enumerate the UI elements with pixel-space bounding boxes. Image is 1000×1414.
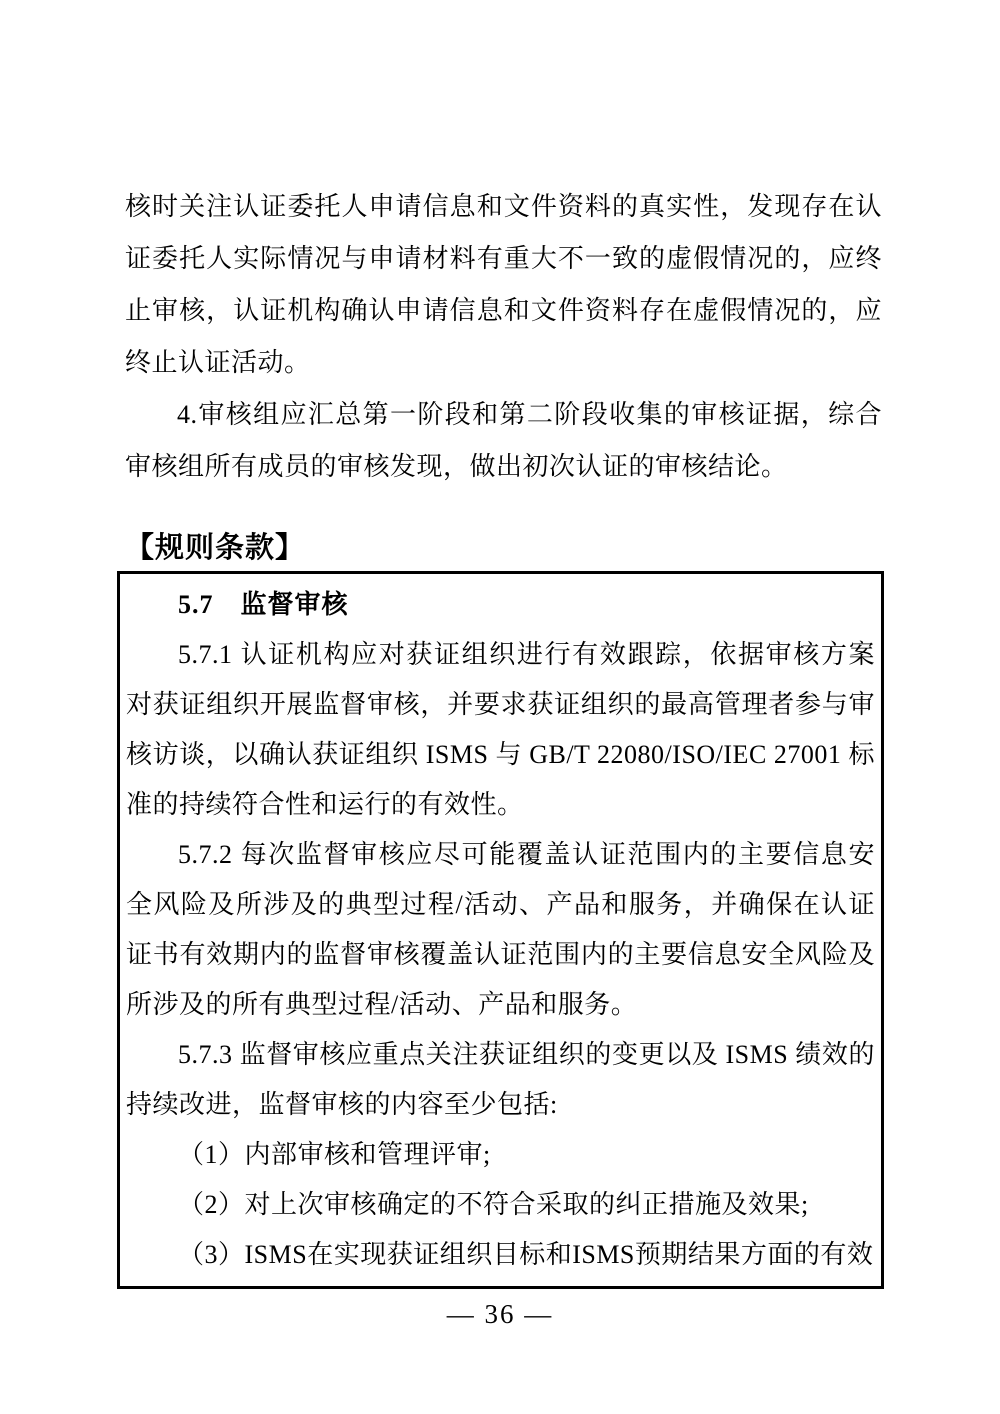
list-item-1: （1）内部审核和管理评审; — [178, 1140, 491, 1169]
list-item-2: （2）对上次审核确定的不符合采取的纠正措施及效果; — [178, 1190, 809, 1219]
rules-clauses-heading: 【规则条款】 — [125, 532, 306, 564]
paragraph-item-4: 4.审核组应汇总第一阶段和第二阶段收集的审核证据，综合审核组所有成员的审核发现，做出初次认证的审核结论。 — [125, 400, 882, 481]
clause-5-7-3: 5.7.3 监督审核应重点关注获证组织的变更以及 ISMS 绩效的持续改进，监督审核的内容至少包括: — [126, 1040, 875, 1119]
page-content — [125, 181, 882, 1289]
section-title-5-7: 5.7 监督审核 — [178, 590, 349, 619]
paragraph-continuation: 核时关注认证委托人申请信息和文件资料的真实性，发现存在认证委托人实际情况与申请材料有重大不一致的虚假情况的，应终止审核，认证机构确认申请信息和文件资料存在虚假情况的，应终止认证活动。 — [125, 192, 882, 377]
clause-5-7-2: 5.7.2 每次监督审核应尽可能覆盖认证范围内的主要信息安全风险及所涉及的典型过程/活动、产品和服务，并确保在认证证书有效期内的监督审核覆盖认证范围内的主要信息安全风险及所涉及的所有典型过程/活动、产品和服务。 — [126, 840, 875, 1019]
clause-5-7-1: 5.7.1 认证机构应对获证组织进行有效跟踪，依据审核方案对获证组织开展监督审核，并要求获证组织的最高管理者参与审核访谈，以确认获证组织 ISMS 与 GB/T 22080/ISO/IEC 27001 标准的持续符合性和运行的有效性。 — [126, 640, 875, 819]
rules-box — [117, 571, 884, 1289]
page-number: — 36 — — [446, 1299, 554, 1329]
list-item-3: （3）ISMS在实现获证组织目标和ISMS预期结果方面的有效 — [178, 1240, 874, 1269]
